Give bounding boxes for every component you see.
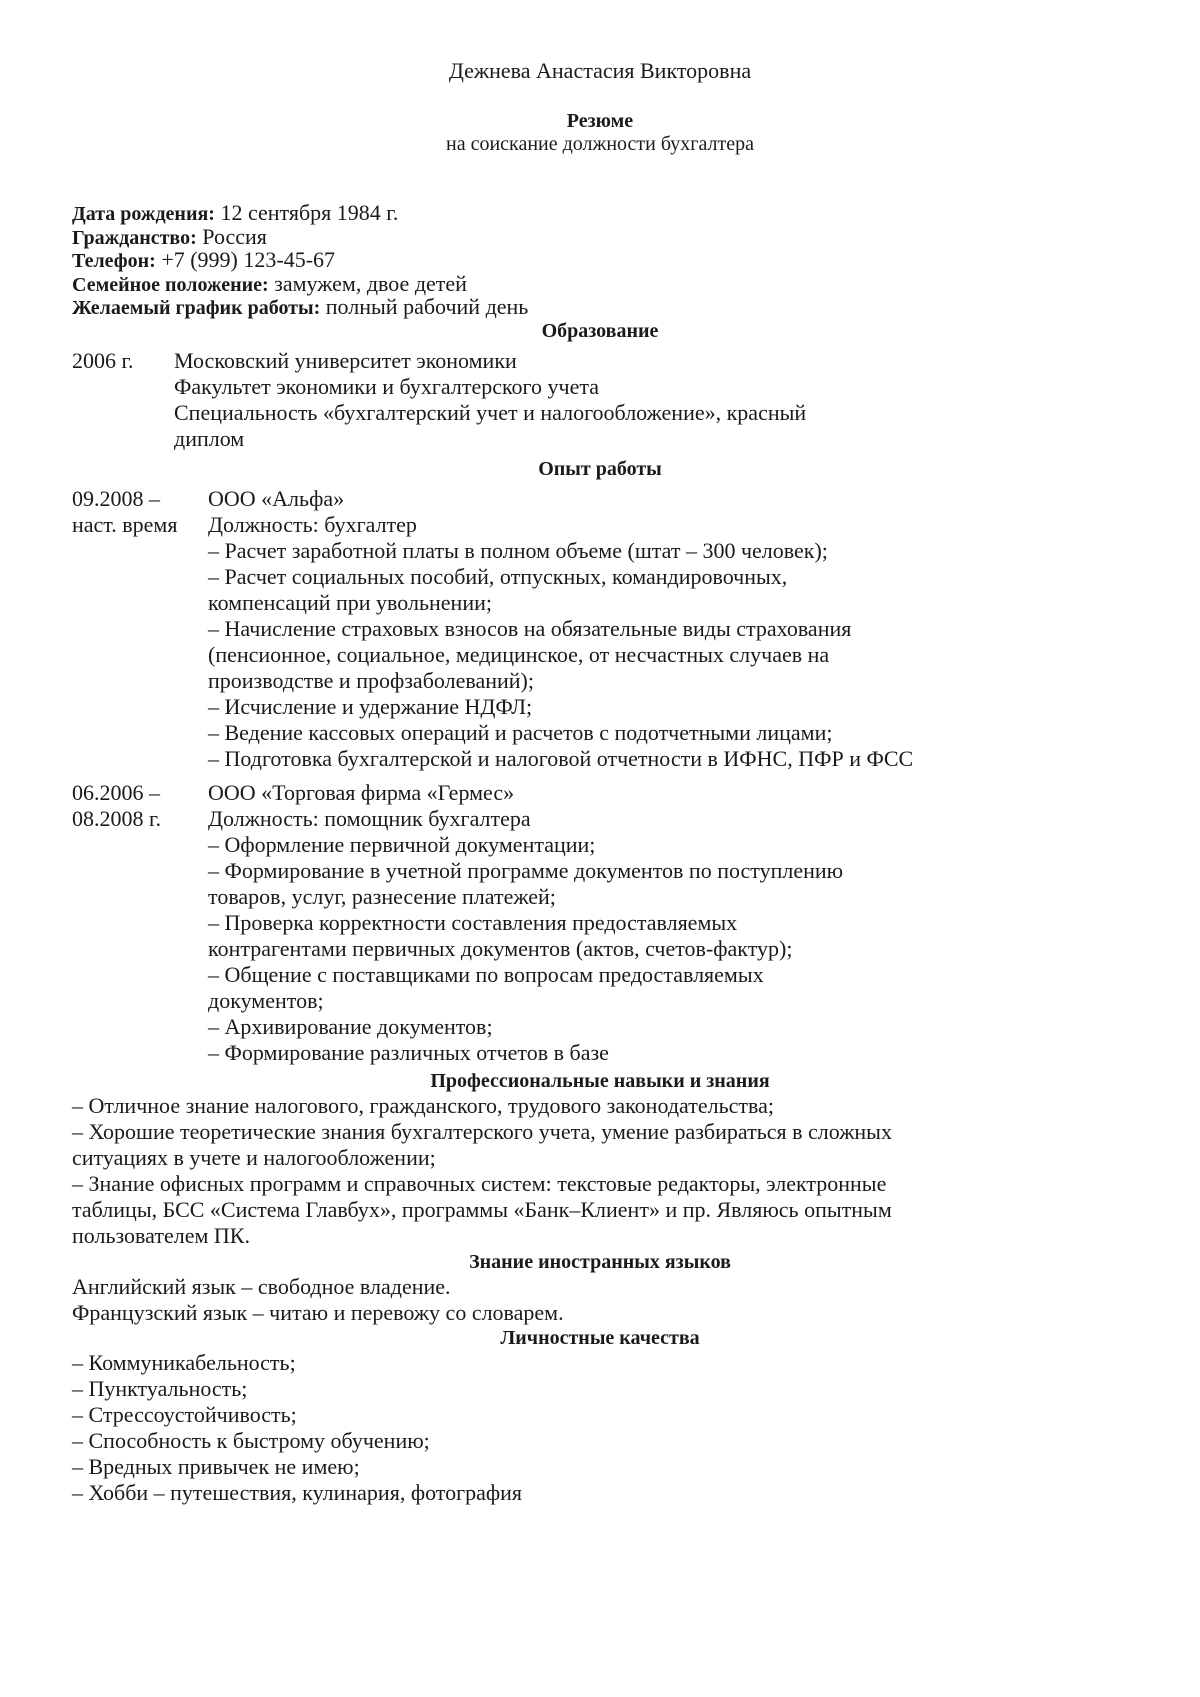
family-value: замужем, двое детей [274, 271, 467, 296]
job-duty: компенсаций при увольнении; [208, 590, 492, 615]
quality-line: – Стрессоустойчивость; [72, 1402, 297, 1427]
phone-row [72, 247, 335, 274]
job-duty: контрагентами первичных документов (актов, счетов-фактур); [208, 936, 793, 961]
job-duty: – Оформление первичной документации; [208, 832, 596, 857]
schedule-label: Желаемый график работы: [72, 297, 321, 319]
job-duty: – Общение с поставщиками по вопросам предоставляемых [208, 962, 764, 987]
resume-title: Резюме [566, 110, 634, 132]
experience-heading: Опыт работы [538, 458, 662, 480]
job-duty: – Архивирование документов; [208, 1014, 493, 1039]
skills-heading: Профессиональные навыки и знания [430, 1070, 770, 1092]
job-period-start: 06.2006 – [72, 780, 160, 805]
job-duty: – Расчет заработной платы в полном объеме (штат – 300 человек); [208, 538, 828, 563]
quality-line: – Способность к быстрому обучению; [72, 1428, 430, 1453]
quality-line: – Коммуникабельность; [72, 1350, 296, 1375]
education-line: диплом [174, 426, 245, 451]
quality-line: – Хобби – путешествия, кулинария, фотография [72, 1480, 523, 1505]
job-duty: – Формирование различных отчетов в базе [208, 1040, 609, 1065]
job-period-end: наст. время [72, 512, 178, 537]
citizenship-value: Россия [202, 224, 267, 249]
skills-line: – Отличное знание налогового, гражданского, трудового законодательства; [72, 1093, 774, 1118]
education-line: Факультет экономики и бухгалтерского учета [174, 374, 600, 399]
job-period-start: 09.2008 – [72, 486, 160, 511]
schedule-value: полный рабочий день [325, 294, 529, 319]
skills-line: – Знание офисных программ и справочных систем: текстовые редакторы, электронные [72, 1171, 887, 1196]
job-position: Должность: помощник бухгалтера [208, 806, 531, 831]
education-heading: Образование [541, 320, 659, 342]
job-duty: товаров, услуг, разнесение платежей; [208, 884, 556, 909]
job-duty: – Подготовка бухгалтерской и налоговой отчетности в ИФНС, ПФР и ФСС [208, 746, 914, 771]
job-company: ООО «Альфа» [208, 486, 345, 511]
birth-value: 12 сентября 1984 г. [220, 200, 399, 225]
phone-value: +7 (999) 123-45-67 [161, 247, 336, 272]
job-duty: производстве и профзаболеваний); [208, 668, 534, 693]
job-duty: – Ведение кассовых операций и расчетов с подотчетными лицами; [208, 720, 833, 745]
education-year: 2006 г. [72, 348, 134, 373]
candidate-name: Дежнева Анастасия Викторовна [448, 58, 752, 83]
job-duty: – Формирование в учетной программе документов по поступлению [208, 858, 844, 883]
job-company: ООО «Торговая фирма «Гермес» [208, 780, 515, 805]
job-duty: – Исчисление и удержание НДФЛ; [208, 694, 533, 719]
birth-row [72, 200, 398, 227]
quality-line: – Пунктуальность; [72, 1376, 248, 1401]
languages-heading: Знание иностранных языков [469, 1251, 731, 1273]
education-line: Московский университет экономики [174, 348, 517, 373]
job-duty: документов; [208, 988, 324, 1013]
education-line: Специальность «бухгалтерский учет и налогообложение», красный [174, 400, 807, 425]
job-duty: – Проверка корректности составления предоставляемых [208, 910, 738, 935]
skills-line: – Хорошие теоретические знания бухгалтерского учета, умение разбираться в сложных [72, 1119, 892, 1144]
family-label: Семейное положение: [72, 274, 269, 296]
job-period-end: 08.2008 г. [72, 806, 162, 831]
language-line: Английский язык – свободное владение. [72, 1274, 451, 1299]
phone-label: Телефон: [72, 250, 156, 272]
resume-subtitle: на соискание должности бухгалтера [446, 133, 754, 155]
citizenship-label: Гражданство: [72, 227, 197, 249]
skills-line: пользователем ПК. [72, 1223, 250, 1248]
job-duty: (пенсионное, социальное, медицинское, от несчастных случаев на [208, 642, 830, 667]
job-position: Должность: бухгалтер [208, 512, 417, 537]
skills-line: таблицы, БСС «Система Главбух», программы «Банк–Клиент» и пр. Являюсь опытным [72, 1197, 892, 1222]
schedule-row [72, 294, 528, 321]
qualities-heading: Личностные качества [500, 1327, 700, 1349]
skills-line: ситуациях в учете и налогообложении; [72, 1145, 436, 1170]
language-line: Французский язык – читаю и перевожу со словарем. [72, 1300, 564, 1325]
job-duty: – Расчет социальных пособий, отпускных, командировочных, [208, 564, 788, 589]
quality-line: – Вредных привычек не имею; [72, 1454, 360, 1479]
birth-label: Дата рождения: [72, 203, 215, 225]
job-duty: – Начисление страховых взносов на обязательные виды страхования [208, 616, 852, 641]
